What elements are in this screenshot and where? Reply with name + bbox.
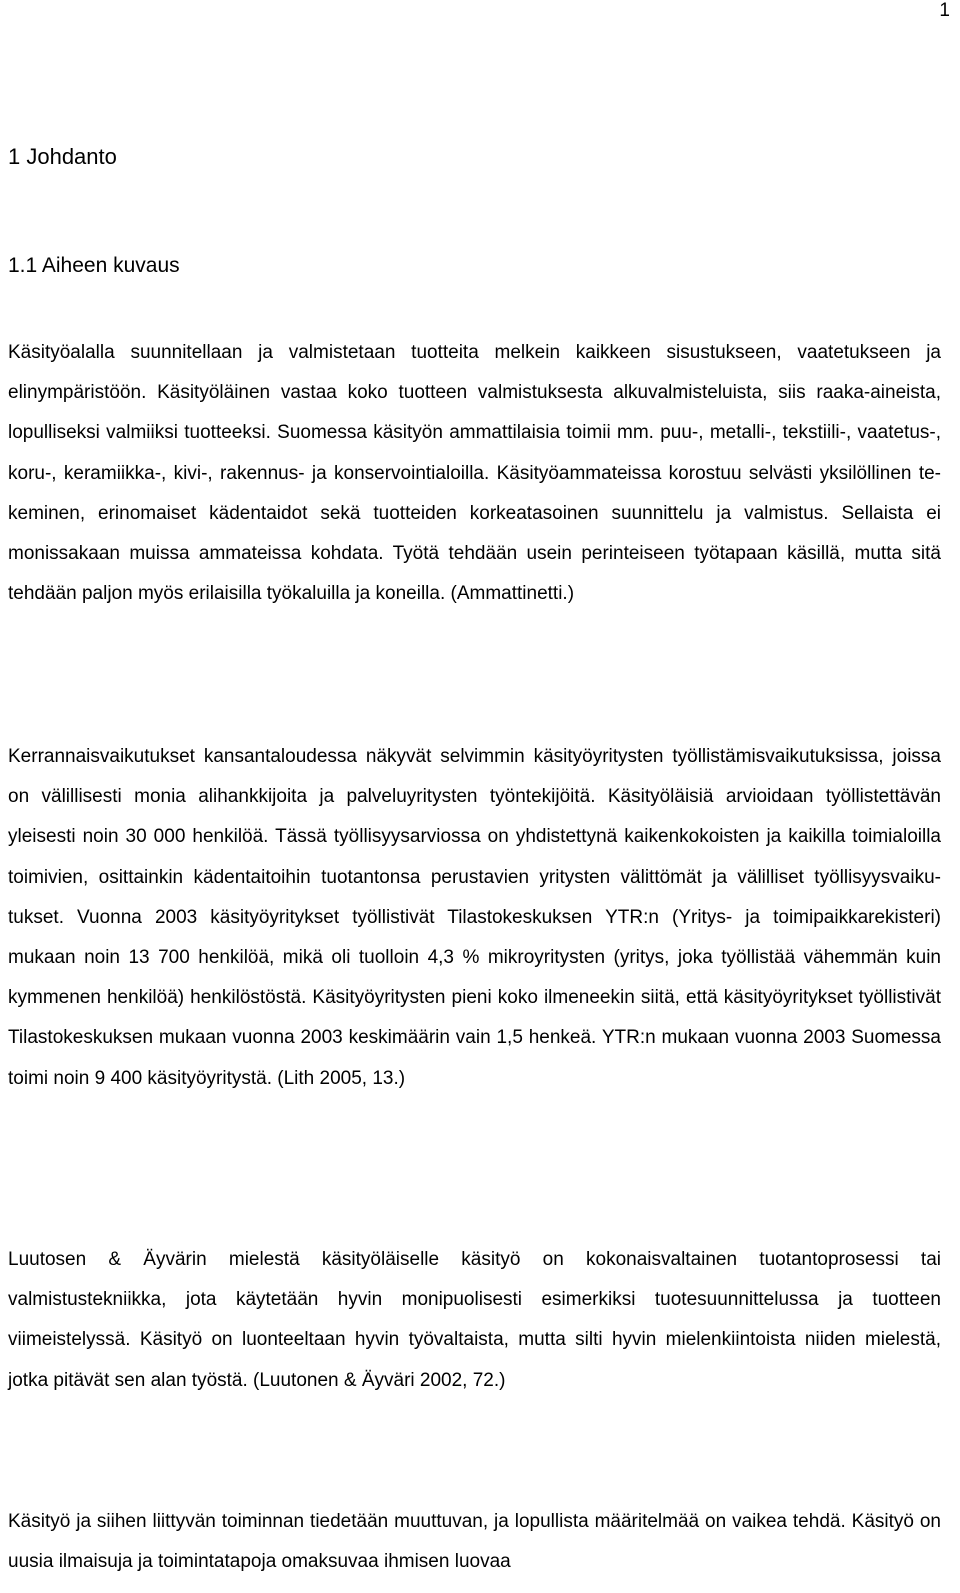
page-number: 1 bbox=[939, 0, 950, 21]
body-paragraph-1: Käsityöalalla suunnitellaan ja valmistetaan tuotteita melkein kaikkeen sisustukseen, vaatetukseen ja elinympäristöön. Käsityöläinen vastaa koko tuotteen valmistuksesta alkuvalmisteluista, siis raaka-aineista, lopulliseksi valmiiksi tuotteeksi. Suomessa käsityön ammattilaisia toimii mm. puu-, metalli-, tekstiili-, vaatetus-, koru-, keramiikka-, kivi-, rakennus- ja konservointialoilla. Käsityöammateissa korostuu selvästi yksilöllinen tekeminen, erinomaiset kädentaidot sekä tuotteiden korkeatasoinen suunnittelu ja valmistus. Sellaista ei monissakaan muissa ammateissa kohdata. Työtä tehdään usein perinteiseen työtapaan käsillä, mutta sitä tehdään paljon myös erilaisilla työkaluilla ja koneilla. (Ammattinetti.) bbox=[8, 342, 941, 605]
body-paragraph-2: Kerrannaisvaikutukset kansantaloudessa näkyvät selvimmin käsityöyritysten työllistämisvaikutuksissa, joissa on välillisesti monia alihankkijoita ja palveluyritysten työntekijöitä. Käsityöläisiä arvioidaan työllistettävän yleisesti noin 30 000 henkilöä. Tässä työllisyysarviossa on yhdistettynä kaikenkokoisten ja kaikilla toimialoilla toimivien, osittainkin kädentaitoihin tuotantonsa perustavien yritysten välittömät ja välilliset työllisyysvaikutukset. Vuonna 2003 käsityöyritykset työllistivät Tilastokeskuksen YTR:n (Yritys- ja toimipaikkarekisteri) mukaan noin 13 700 henkilöä, mikä oli tuolloin 4,3 % mikroyritysten (yritys, joka työllistää vähemmän kuin kymmenen henkilöä) henkilöstöstä. Käsityöyritysten pieni koko ilmeneekin siitä, että käsityöyritykset työllistivät Tilastokeskuksen mukaan vuonna 2003 keskimäärin vain 1,5 henkeä. YTR:n mukaan vuonna 2003 Suomessa toimi noin 9 400 käsityöyritystä. (Lith 2005, 13.) bbox=[8, 746, 941, 1089]
body-paragraph-3: Luutosen & Äyvärin mielestä käsityöläiselle käsityö on kokonaisvaltainen tuotantoprosessi tai valmistustekniikka, jota käytetään hyvin monipuolisesti esimerkiksi tuotesuunnittelussa ja tuotteen viimeistelyssä. Käsityö on luonteeltaan hyvin työvaltaista, mutta silti hyvin mielenkiintoista niiden mielestä, jotka pitävät sen alan työstä. (Luutonen & Äyväri 2002, 72.) bbox=[8, 1249, 941, 1391]
body-paragraph-4: Käsityö ja siihen liittyvän toiminnan tiedetään muuttuvan, ja lopullista määritelmää on vaikea tehdä. Käsityö on uusia ilmaisuja ja toimintatapoja omaksuvaa ihmisen luovaa bbox=[8, 1511, 941, 1573]
section-heading: 1.1 Aiheen kuvaus bbox=[8, 254, 180, 277]
chapter-heading: 1 Johdanto bbox=[8, 144, 117, 169]
